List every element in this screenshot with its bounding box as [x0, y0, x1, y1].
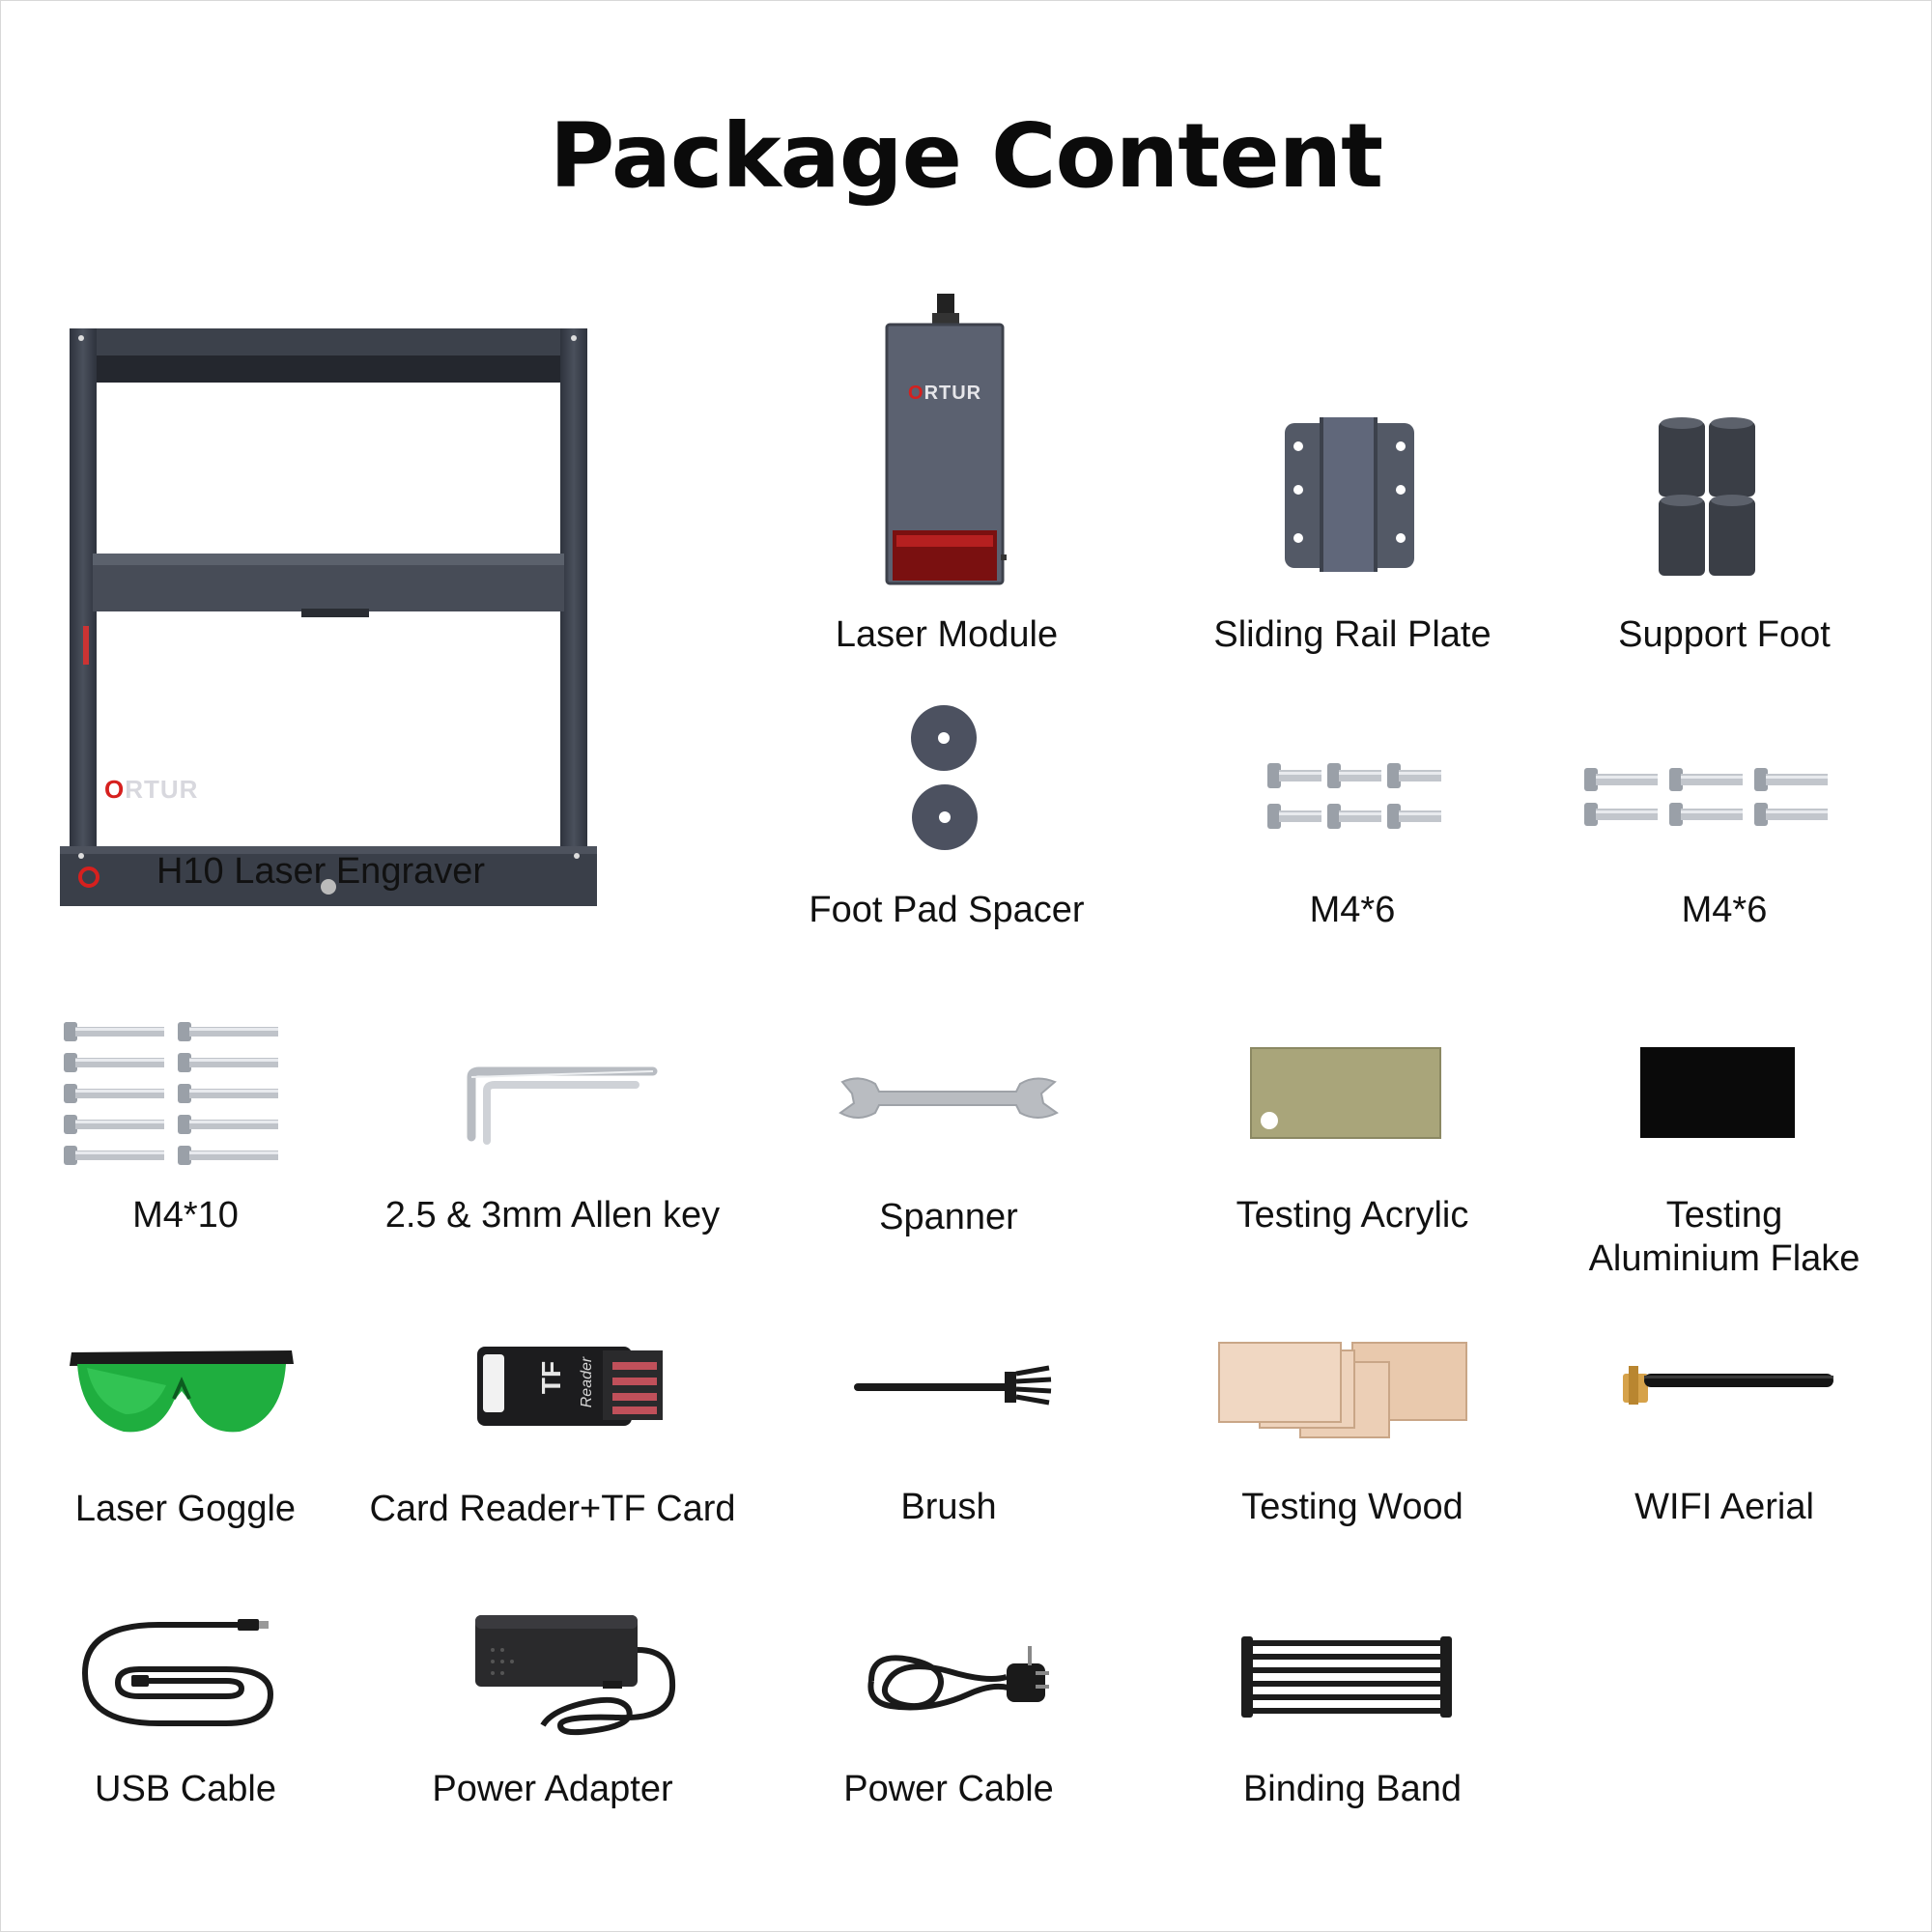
- item-label: Foot Pad Spacer: [809, 890, 1085, 930]
- page-title: Package Content: [549, 104, 1383, 208]
- aluminium-flake-icon: [1640, 1047, 1797, 1140]
- item-label: Spanner: [879, 1197, 1018, 1237]
- card-reader-tf-text: TF: [536, 1360, 567, 1395]
- spanner-icon: [837, 1074, 1059, 1122]
- long-screw-icon: [64, 1022, 282, 1167]
- item-label: M4*10: [132, 1195, 239, 1236]
- item-label: 2.5 & 3mm Allen key: [384, 1195, 721, 1236]
- testing-acrylic-icon: [1250, 1047, 1443, 1140]
- laser-engraver-frame-icon: [60, 327, 601, 911]
- medium-screw-icon: [1584, 768, 1835, 831]
- short-screw-icon: [1267, 763, 1441, 836]
- card-reader-reader-text: Reader: [579, 1356, 596, 1408]
- item-label: Testing Wood: [1241, 1487, 1463, 1527]
- item-label: M4*6: [1309, 890, 1396, 930]
- item-label: Brush: [900, 1487, 997, 1527]
- power-adapter-icon: [473, 1611, 676, 1737]
- item-label: ORTUR H10 Laser Engraver: [21, 850, 620, 894]
- laser-goggle-icon: [66, 1343, 298, 1439]
- item-label: USB Cable: [95, 1769, 276, 1809]
- sliding-rail-plate-icon: [1283, 417, 1418, 572]
- label-line: Testing: [1665, 1195, 1783, 1236]
- brush-icon: [854, 1364, 1052, 1408]
- testing-wood-icon: [1217, 1341, 1470, 1439]
- usb-cable-icon: [81, 1615, 274, 1726]
- item-label: Binding Band: [1242, 1769, 1463, 1809]
- item-label: M4*6: [1681, 890, 1768, 930]
- item-label: Support Foot: [1618, 614, 1831, 655]
- item-label: Power Cable: [843, 1769, 1054, 1809]
- item-label: Power Adapter: [432, 1769, 673, 1809]
- engraver-brand-text: ORTUR: [104, 775, 199, 804]
- card-reader-icon: [477, 1341, 670, 1430]
- foot-pad-spacer-icon: [908, 703, 985, 853]
- item-label: Sliding Rail Plate: [1213, 614, 1492, 655]
- laser-module-icon: [887, 294, 1008, 583]
- item-label: [1531, 1194, 1918, 1281]
- allen-key-icon: [454, 1067, 657, 1145]
- item-label: Laser Goggle: [74, 1489, 297, 1529]
- item-label: WIFI Aerial: [1634, 1487, 1814, 1527]
- item-label: Card Reader+TF Card: [369, 1489, 736, 1529]
- support-foot-icon: [1657, 415, 1763, 580]
- item-label: Laser Module: [835, 614, 1059, 655]
- binding-band-icon: [1241, 1634, 1454, 1718]
- label-line: Aluminium Flake: [1588, 1238, 1861, 1279]
- laser-module-brand-text: ORTUR: [908, 383, 982, 404]
- item-label: Testing Acrylic: [1236, 1195, 1469, 1236]
- power-cable-icon: [862, 1642, 1055, 1719]
- wifi-aerial-icon: [1621, 1362, 1838, 1408]
